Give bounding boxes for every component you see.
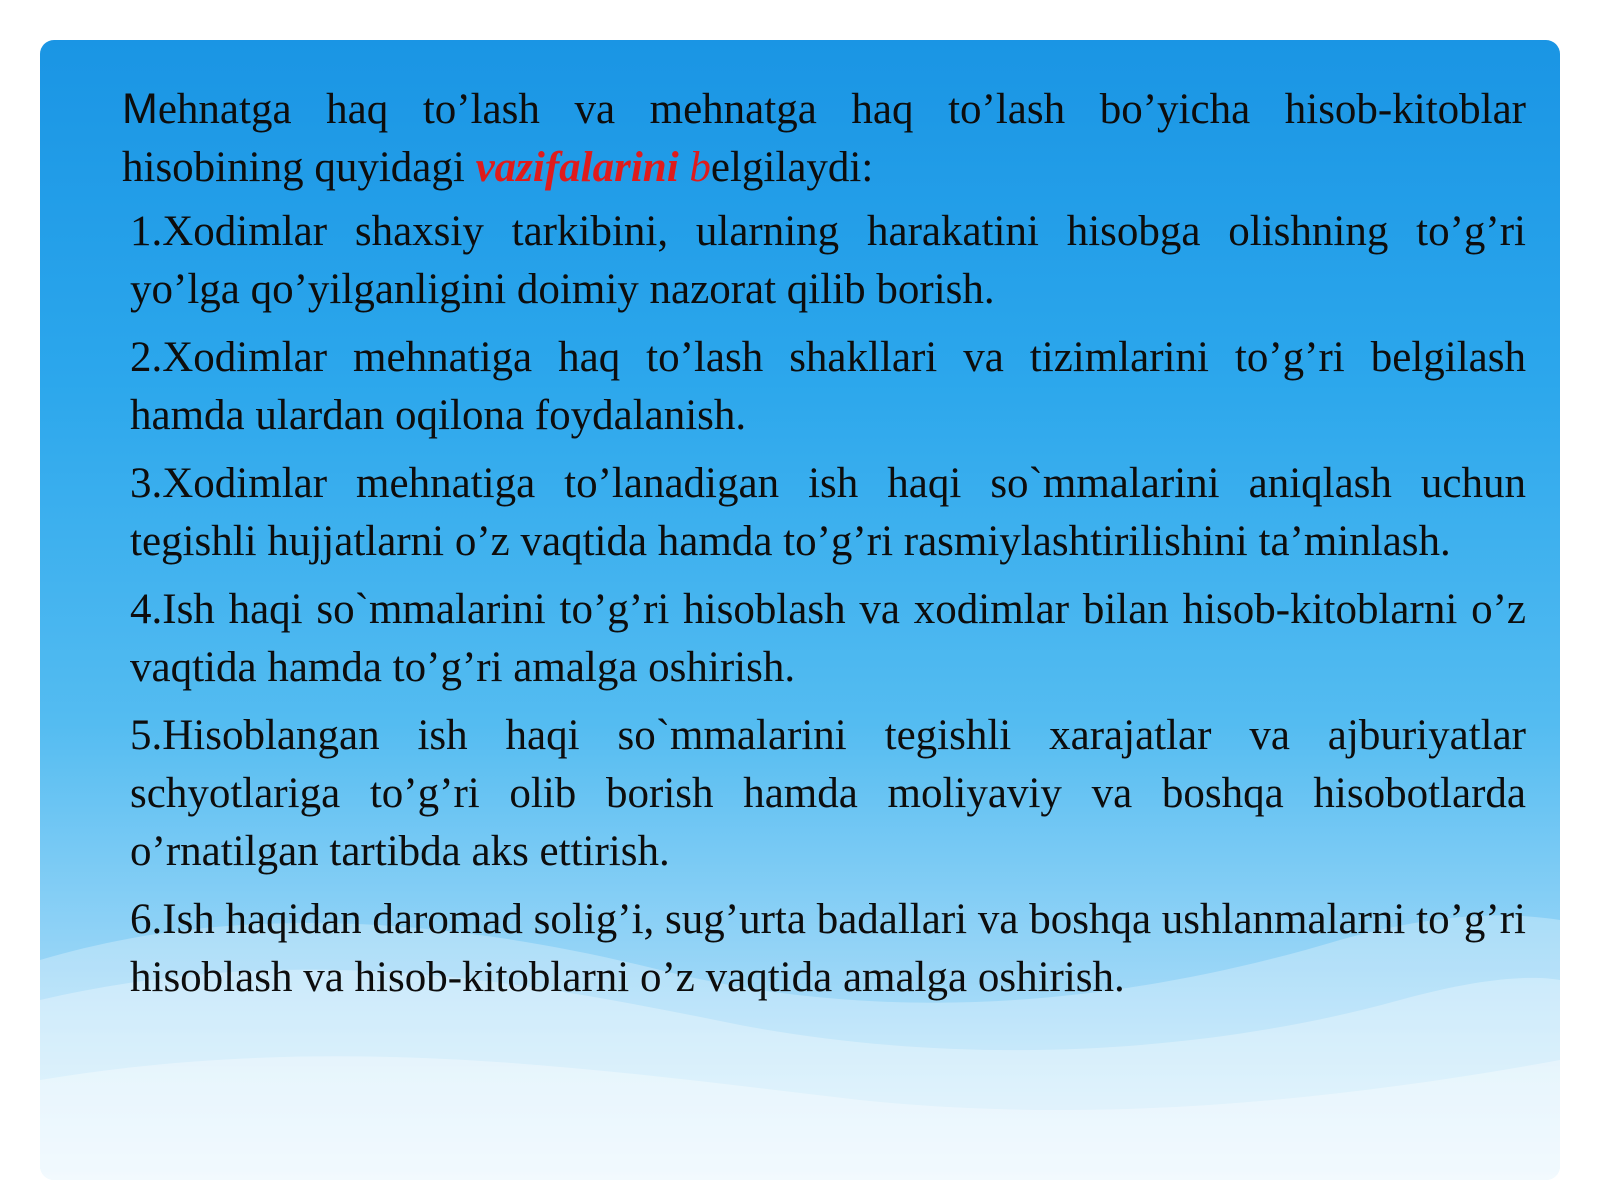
intro-text: ehnatga haq to’lash va mehnatga haq to’lash bo’yicha hisob-kitoblar hisobining quyidagi: [122, 86, 1526, 191]
list-item: 5.Hisoblangan ish haqi so`mmalarini tegishli xarajatlar va ajburiyatlar schyotlariga to’g’ri olib borish hamda moliyaviy va boshqa hisobotlarda o’rnatilgan tartibda aks ettirish.: [130, 712, 1526, 875]
intro-highlight-b: b: [689, 144, 711, 191]
list-item: 6.Ish haqidan daromad solig’i, sug’urta badallari va boshqa ushlanmalarni to’g’ri hisoblash va hisob-kitoblarni o’z vaqtida amalga oshirish.: [130, 896, 1526, 1001]
list-item: 2.Xodimlar mehnatiga haq to’lash shakllari va tizimlarini to’g’ri belgilash hamda ulardan oqilona foydalanish.: [130, 334, 1526, 439]
slide-content: [122, 80, 1526, 1017]
intro-text-end: elgilaydi:: [710, 144, 874, 191]
intro-paragraph: [122, 80, 1526, 197]
list-item: 3.Xodimlar mehnatiga to’lanadigan ish haqi so`mmalarini aniqlash uchun tegishli hujjatlarni o’z vaqtida hamda to’g’ri rasmiylashtirilishini ta’minlash.: [130, 460, 1526, 565]
list-item: 1.Xodimlar shaxsiy tarkibini, ularning harakatini hisobga olishning to’g’ri yo’lga qo’yilganligini doimiy nazorat qilib borish.: [130, 208, 1526, 313]
intro-space: [679, 144, 690, 191]
list-item: 4.Ish haqi so`mmalarini to’g’ri hisoblash va xodimlar bilan hisob-kitoblarni o’z vaqtida hamda to’g’ri amalga oshirish.: [130, 586, 1526, 691]
intro-highlight: vazifalarini: [475, 144, 679, 191]
task-list: [122, 203, 1526, 1007]
intro-first-letter: M: [122, 85, 158, 133]
